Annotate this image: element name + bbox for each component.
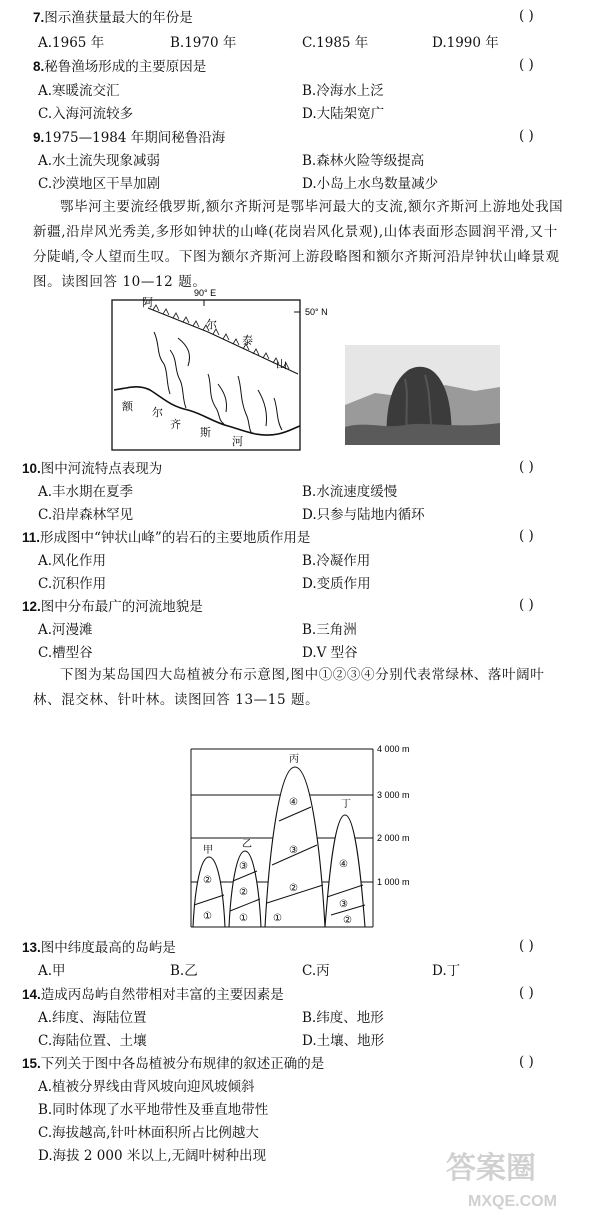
q15-option-c: C.海拔越高,针叶林面积所占比例越大 <box>38 1125 259 1141</box>
q15-option-a: A.植被分界线由背风坡向迎风坡倾斜 <box>38 1079 255 1095</box>
river-char-1: 额 <box>122 400 133 413</box>
bing-zone-4: ④ <box>289 797 298 808</box>
bell-peak-photo <box>345 345 500 445</box>
longitude-label: 90° E <box>194 288 217 298</box>
river-char-2: 尔 <box>152 406 163 419</box>
q8-option-c: C.入海河流较多 <box>38 106 134 122</box>
island-label-jia: 甲 <box>203 845 213 856</box>
watermark-url: MXQE.COM <box>468 1193 557 1210</box>
answer-bracket-11: ( ) <box>519 528 534 544</box>
island-ding <box>325 815 365 927</box>
q13-option-c: C.丙 <box>302 963 330 979</box>
answer-bracket-10: ( ) <box>519 459 534 475</box>
q13-option-b: B.乙 <box>170 963 198 979</box>
question-7: 7.图示渔获量最大的年份是 <box>33 10 193 26</box>
latitude-label: 50° N <box>305 307 328 317</box>
question-8: 8.秘鲁渔场形成的主要原因是 <box>33 59 207 75</box>
ding-zone-4: ④ <box>339 859 348 870</box>
q14-option-d: D.土壤、地形 <box>302 1033 385 1049</box>
q12-option-c: C.槽型谷 <box>38 645 93 661</box>
range-char-1: 阿 <box>142 296 153 309</box>
answer-bracket-15: ( ) <box>519 1054 534 1070</box>
question-13: 13.图中纬度最高的岛屿是 <box>22 940 176 956</box>
jia-zone-1: ① <box>203 911 212 922</box>
q9-option-b: B.森林火险等级提高 <box>302 153 425 169</box>
q7-option-d: D.1990 年 <box>432 35 499 51</box>
q9-option-d: D.小岛上水鸟数量减少 <box>302 176 439 192</box>
river-char-4: 斯 <box>200 426 211 439</box>
q12-option-b: B.三角洲 <box>302 622 357 638</box>
answer-bracket-9: ( ) <box>519 128 534 144</box>
question-12: 12.图中分布最广的河流地貌是 <box>22 599 203 615</box>
ding-zone-2: ② <box>343 915 352 926</box>
bing-zone-1: ① <box>273 913 282 924</box>
vegetation-distribution-diagram <box>185 735 420 933</box>
q12-option-a: A.河漫滩 <box>38 622 93 638</box>
trees-foreground <box>345 423 500 445</box>
q14-option-a: A.纬度、海陆位置 <box>38 1010 147 1026</box>
q11-option-d: D.变质作用 <box>302 576 371 592</box>
river-sketch-map <box>108 288 328 454</box>
q15-option-d: D.海拔 2 000 米以上,无阔叶树种出现 <box>38 1148 267 1164</box>
q10-option-c: C.沿岸森林罕见 <box>38 507 134 523</box>
yi-zone-1: ① <box>239 913 248 924</box>
ding-zone-3: ③ <box>339 899 348 910</box>
level-label-3000: 3 000 m <box>377 790 410 800</box>
q9-option-a: A.水土流失现象减弱 <box>38 153 161 169</box>
question-14: 14.造成丙岛屿自然带相对丰富的主要因素是 <box>22 987 284 1003</box>
q11-option-b: B.冷凝作用 <box>302 553 371 569</box>
question-10: 10.图中河流特点表现为 <box>22 461 163 477</box>
river-char-3: 齐 <box>170 418 181 431</box>
answer-bracket-7: ( ) <box>519 8 534 24</box>
q7-option-c: C.1985 年 <box>302 35 369 51</box>
answer-bracket-14: ( ) <box>519 985 534 1001</box>
q10-option-d: D.只参与陆地内循环 <box>302 507 425 523</box>
q10-option-a: A.丰水期在夏季 <box>38 484 134 500</box>
reading-passage-1: 鄂毕河主要流经俄罗斯,额尔齐斯河是鄂毕河最大的支流,额尔齐斯河上游地处我国新疆,沿岸风光秀美,多形如钟状的山峰(花岗岩风化景观),山体表面形态圆润平滑,又十分陡峭,令人望而生叹。下图为额尔齐斯河上游段略图和额尔齐斯河沿岸钟状山峰景观图。读图回答 10—12 题。 <box>33 199 564 290</box>
river-char-5: 河 <box>232 435 243 448</box>
watermark-logo-text: 答案圈 <box>446 1151 536 1186</box>
q10-option-b: B.水流速度缓慢 <box>302 484 398 500</box>
yi-zone-3: ③ <box>239 861 248 872</box>
q14-option-c: C.海陆位置、土壤 <box>38 1033 147 1049</box>
level-label-4000: 4 000 m <box>377 744 410 754</box>
q8-option-b: B.冷海水上泛 <box>302 83 384 99</box>
q11-option-a: A.风化作用 <box>38 553 107 569</box>
watermark-logo <box>440 1140 585 1212</box>
range-char-3: 泰 <box>242 334 253 347</box>
jia-zone-2: ② <box>203 875 212 886</box>
q7-option-b: B.1970 年 <box>170 35 237 51</box>
q7-option-a: A.1965 年 <box>38 35 105 51</box>
q11-option-c: C.沉积作用 <box>38 576 107 592</box>
range-char-2: 尔 <box>206 318 217 331</box>
question-11: 11.形成图中“钟状山峰”的岩石的主要地质作用是 <box>22 530 311 546</box>
question-15: 15.下列关于图中各岛植被分布规律的叙述正确的是 <box>22 1056 325 1072</box>
q15-option-b: B.同时体现了水平地带性及垂直地带性 <box>38 1102 269 1118</box>
answer-bracket-8: ( ) <box>519 57 534 73</box>
bing-zone-2: ② <box>289 883 298 894</box>
reading-passage-2: 下图为某岛国四大岛植被分布示意图,图中①②③④分别代表常绿林、落叶阔叶林、混交林、针叶林。读图回答 13—15 题。 <box>33 667 545 708</box>
q13-option-a: A.甲 <box>38 963 66 979</box>
island-label-ding: 丁 <box>341 799 351 810</box>
level-label-2000: 2 000 m <box>377 833 410 843</box>
question-9: 9.1975—1984 年期间秘鲁沿海 <box>33 130 226 146</box>
mountain-hatching <box>153 305 289 369</box>
q8-option-d: D.大陆架宽广 <box>302 106 385 122</box>
range-char-4: 山 <box>276 358 287 371</box>
q8-option-a: A.寒暖流交汇 <box>38 83 120 99</box>
yi-zone-2: ② <box>239 887 248 898</box>
q13-option-d: D.丁 <box>432 963 461 979</box>
answer-bracket-13: ( ) <box>519 938 534 954</box>
q14-option-b: B.纬度、地形 <box>302 1010 384 1026</box>
answer-bracket-12: ( ) <box>519 597 534 613</box>
island-label-bing: 丙 <box>289 754 299 765</box>
island-label-yi: 乙 <box>242 839 252 850</box>
q12-option-d: D.V 型谷 <box>302 645 358 661</box>
bing-zone-3: ③ <box>289 845 298 856</box>
level-label-1000: 1 000 m <box>377 877 410 887</box>
q9-option-c: C.沙漠地区干旱加剧 <box>38 176 161 192</box>
